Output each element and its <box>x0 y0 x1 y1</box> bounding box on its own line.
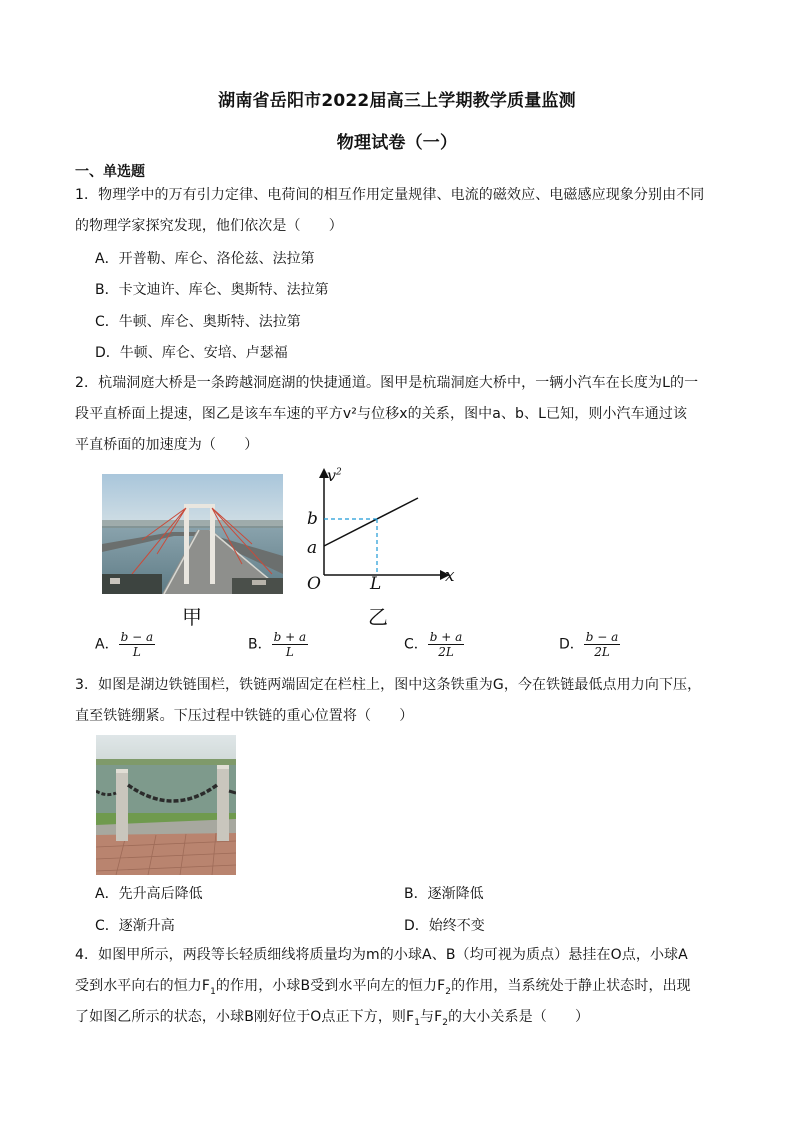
question-3-option-a: A．先升高后降低 <box>95 886 203 902</box>
figure-caption-jia: 甲 <box>182 605 202 629</box>
question-1-option-d: D．牛顿、库仑、安培、卢瑟福 <box>95 345 288 361</box>
graph-y-axis-label: $v^2$ <box>327 466 342 485</box>
question-1-option-a: A．开普勒、库仑、洛伦兹、法拉第 <box>95 251 315 267</box>
question-1-option-b: B．卡文迪许、库仑、奥斯特、法拉第 <box>95 282 329 298</box>
question-3-option-b: B．逐渐降低 <box>404 886 484 902</box>
question-3-option-c: C．逐渐升高 <box>95 918 175 934</box>
graph-b-label: b <box>307 509 318 529</box>
bridge-photo <box>102 474 283 594</box>
graph-l-label: L <box>370 574 382 594</box>
question-4-line-1: 4．如图甲所示，两段等长轻质细线将质量均为m的小球A、B（均可视为质点）悬挂在O点，小球A <box>75 947 688 963</box>
graph-origin-label: O <box>307 574 321 594</box>
graph-x-axis-label: x <box>445 566 455 586</box>
graph-a-label: a <box>307 538 318 558</box>
page-title: 湖南省岳阳市2022届高三上学期教学质量监测 <box>218 91 576 111</box>
question-3-line-1: 3．如图是湖边铁链围栏，铁链两端固定在栏柱上，图中这条铁重为G，今在铁链最低点用力向下压， <box>75 677 702 693</box>
question-1-option-c: C．牛顿、库仑、奥斯特、法拉第 <box>95 314 301 330</box>
question-3-option-d: D．始终不变 <box>404 918 485 934</box>
question-1-line-2: 的物理学家探究发现，他们依次是（ ） <box>75 218 343 234</box>
question-4-line-2: 受到水平向右的恒力$F_1$的作用，小球B受到水平向左的恒力$F_2$的作用，当系统处于静止状态时，出现 <box>75 978 691 997</box>
section-heading: 一、单选题 <box>75 164 145 180</box>
chain-fence-photo <box>96 735 236 875</box>
question-2-line-2: 段平直桥面上提速，图乙是该车车速的平方v²与位移x的关系，图中a、b、L已知，则小汽车通过该 <box>75 406 688 422</box>
question-2-option-d: D． $\frac{b - a}{2L}$ <box>559 630 619 659</box>
question-3-line-2: 直至铁链绷紧。下压过程中铁链的重心位置将（ ） <box>75 708 414 724</box>
page-subtitle: 物理试卷（一） <box>336 133 458 153</box>
question-2-option-b: B． $\frac{b + a}{L}$ <box>248 630 307 659</box>
question-2-line-3: 平直桥面的加速度为（ ） <box>75 437 259 453</box>
question-1-line-1: 1．物理学中的万有引力定律、电荷间的相互作用定量规律、电流的磁效应、电磁感应现象分别由不同 <box>75 187 705 203</box>
figure-caption-yi: 乙 <box>368 605 388 629</box>
question-4-line-3: 了如图乙所示的状态，小球B刚好位于O点正下方，则$F_1$与$F_2$的大小关系是（ ） <box>75 1009 590 1028</box>
question-2-option-c: C． $\frac{b + a}{2L}$ <box>404 630 463 659</box>
question-2-option-a: A． $\frac{b - a}{L}$ <box>95 630 154 659</box>
question-2-line-1: 2．杭瑞洞庭大桥是一条跨越洞庭湖的快捷通道。图甲是杭瑞洞庭大桥中，一辆小汽车在长度为L的一 <box>75 375 699 391</box>
